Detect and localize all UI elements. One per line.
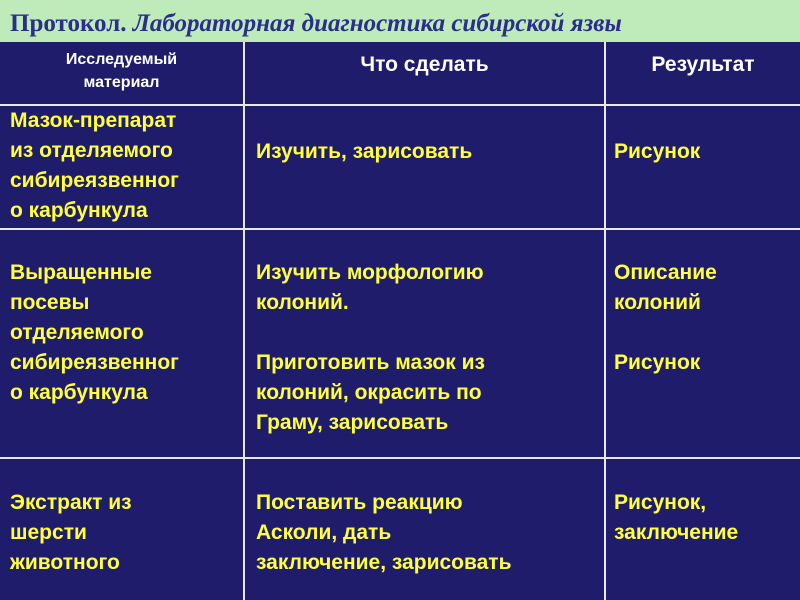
row-3-result-line-1: Рисунок,	[614, 491, 707, 514]
row-2-action-b-line-2: колоний, окрасить по	[256, 381, 482, 404]
row-2-material-line-3: отделяемого	[10, 321, 144, 344]
row-2-result-a-line-1: Описание	[614, 261, 717, 284]
header-action: Что сделать	[360, 53, 489, 76]
column-divider-2	[604, 42, 606, 600]
header-material-line-2: материал	[83, 74, 160, 91]
row-3-result-line-2: заключение	[614, 521, 739, 544]
title-rest: Лабораторная диагностика сибирской язвы	[132, 10, 622, 37]
row-2-material-line-2: посевы	[10, 291, 90, 314]
row-2-result-spacer	[614, 318, 717, 348]
row-3-material	[10, 488, 132, 578]
row-1-result-line-1: Рисунок	[614, 140, 701, 163]
row-2-action-a-line-2: колоний.	[256, 291, 349, 314]
row-divider-1	[0, 228, 800, 230]
row-1-action	[256, 137, 472, 167]
row-2-result-b-line-1: Рисунок	[614, 351, 701, 374]
title-lead: Протокол.	[10, 10, 127, 37]
row-3-action-line-3: заключение, зарисовать	[256, 551, 512, 574]
row-3-action-line-2: Асколи, дать	[256, 521, 392, 544]
header-material-line-1: Исследуемый	[65, 51, 178, 68]
header-material	[0, 48, 243, 94]
slide-title	[10, 4, 800, 44]
row-1-material-line-3: сибиреязвенног	[10, 169, 179, 192]
row-2-action-b-line-3: Граму, зарисовать	[256, 411, 449, 434]
row-2-result	[614, 258, 717, 378]
row-1-action-line-1: Изучить, зарисовать	[256, 140, 473, 163]
row-3-action	[256, 488, 512, 578]
row-1-material	[10, 106, 179, 226]
row-1-result	[614, 137, 700, 167]
row-2-action	[256, 258, 485, 438]
row-2-material-line-5: о карбункула	[10, 381, 148, 404]
row-3-result	[614, 488, 738, 548]
column-divider-1	[243, 42, 245, 600]
row-2-result-a-line-2: колоний	[614, 291, 701, 314]
row-1-material-line-2: из отделяемого	[10, 139, 173, 162]
row-divider-2	[0, 457, 800, 459]
row-3-material-line-1: Экстракт из	[10, 491, 132, 514]
row-1-material-line-4: о карбункула	[10, 199, 148, 222]
row-2-action-spacer	[256, 318, 485, 348]
row-3-material-line-3: животного	[10, 551, 120, 574]
row-2-material-line-1: Выращенные	[10, 261, 152, 284]
row-2-material-line-4: сибиреязвенног	[10, 351, 179, 374]
row-2-action-b-line-1: Приготовить мазок из	[256, 351, 485, 374]
header-result: Результат	[651, 53, 755, 76]
row-3-action-line-1: Поставить реакцию	[256, 491, 463, 514]
row-2-action-a-line-1: Изучить морфологию	[256, 261, 484, 284]
protocol-table	[0, 42, 800, 600]
row-3-material-line-2: шерсти	[10, 521, 87, 544]
row-2-material	[10, 258, 179, 408]
row-1-material-line-1: Мазок-препарат	[10, 109, 177, 132]
